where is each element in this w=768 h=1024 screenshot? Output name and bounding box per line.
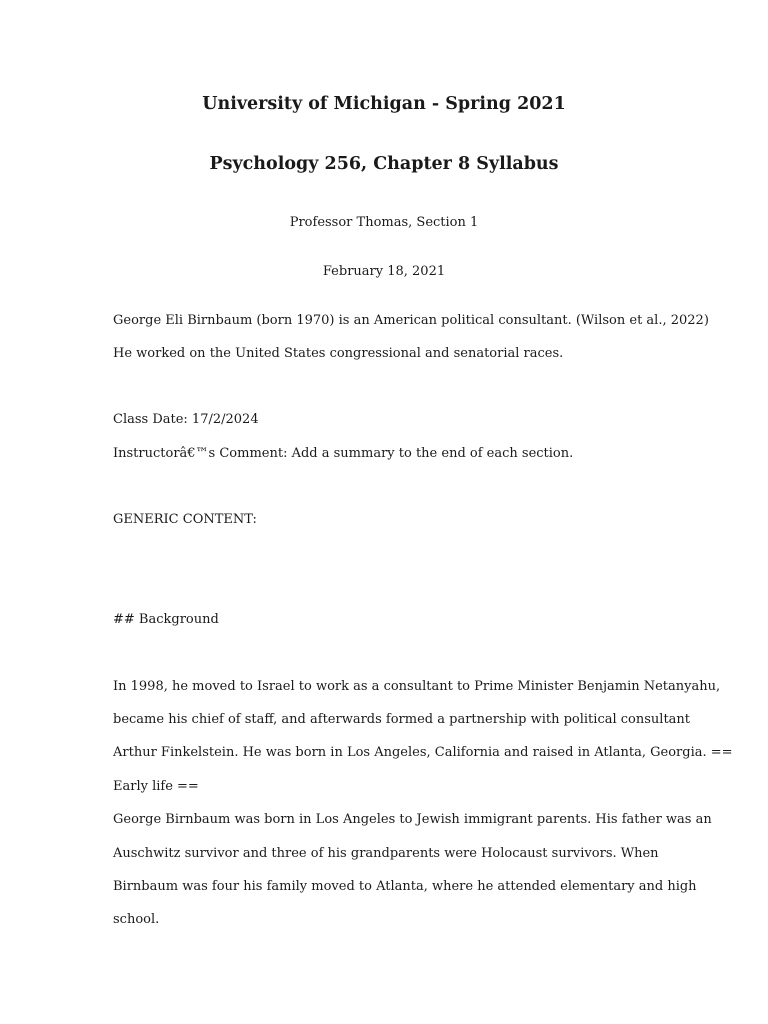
professor-line: Professor Thomas, Section 1	[289, 215, 479, 230]
instructor-comment: Instructorâ€™s Comment: Add a summary to the end of each section.	[113, 446, 574, 461]
paragraph-1-line-4: Early life ==	[113, 779, 199, 794]
paragraph-1-line-2: became his chief of staff, and afterwards formed a partnership with political consultant	[113, 712, 691, 727]
class-date: Class Date: 17/2/2024	[113, 412, 259, 427]
date-line: February 18, 2021	[322, 264, 446, 279]
generic-content-label: GENERIC CONTENT:	[113, 512, 257, 527]
paragraph-2-line-1: George Birnbaum was born in Los Angeles to Jewish immigrant parents. His father was an	[113, 812, 712, 827]
university-title: University of Michigan - Spring 2021	[202, 94, 566, 114]
paragraph-2-line-2: Auschwitz survivor and three of his grandparents were Holocaust survivors. When	[113, 846, 659, 861]
paragraph-2-line-3: Birnbaum was four his family moved to Atlanta, where he attended elementary and high	[113, 879, 697, 894]
intro-line-2: He worked on the United States congressional and senatorial races.	[113, 346, 564, 361]
paragraph-1-line-1: In 1998, he moved to Israel to work as a consultant to Prime Minister Benjamin Netanyahu,	[113, 679, 721, 694]
intro-line-1: George Eli Birnbaum (born 1970) is an American political consultant. (Wilson et al., 2022)	[113, 313, 709, 328]
paragraph-2-line-4: school.	[113, 912, 160, 927]
course-title: Psychology 256, Chapter 8 Syllabus	[209, 154, 559, 174]
paragraph-1-line-3: Arthur Finkelstein. He was born in Los Angeles, California and raised in Atlanta, Georgia. ==	[113, 745, 733, 760]
background-heading: ## Background	[113, 612, 219, 627]
